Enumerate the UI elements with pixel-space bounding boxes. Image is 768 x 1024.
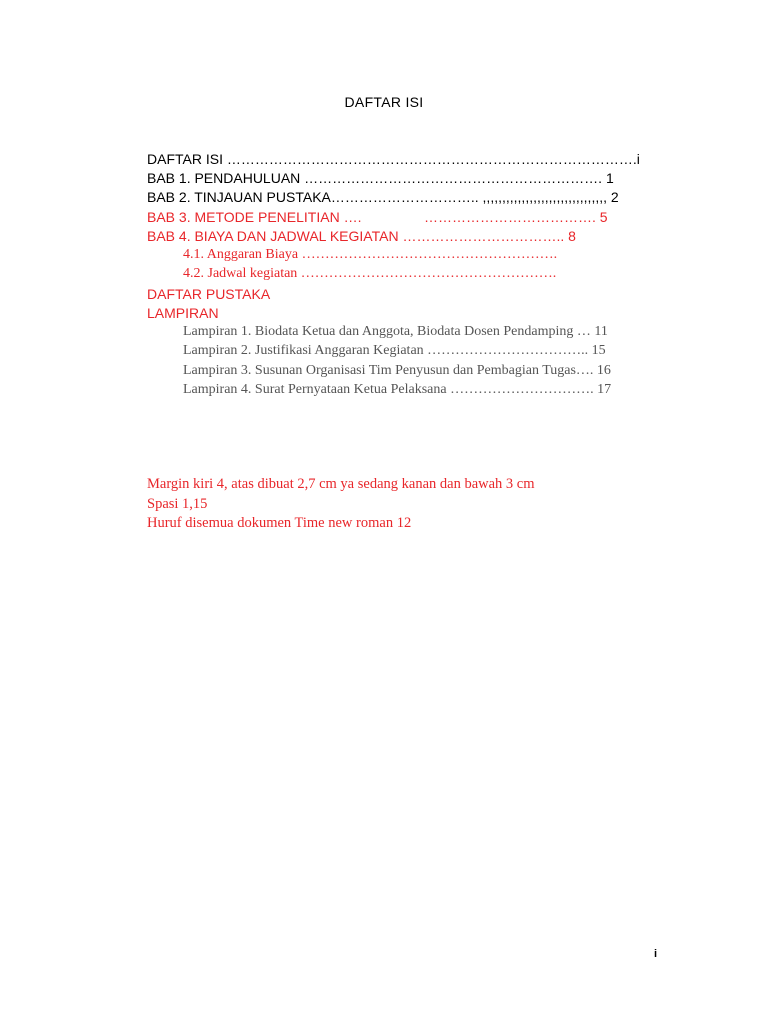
- toc-entry-sub42: 4.2. Jadwal kegiatan ……………………………………………….: [183, 266, 557, 281]
- toc-entry-bab2: BAB 2. TINJAUAN PUSTAKA………………………….. ,,,,,,,,,,,,,,,,,,,,,,,,,,,,,,,, 2: [147, 189, 619, 205]
- toc-entry-lampiran: LAMPIRAN: [147, 305, 219, 321]
- toc-entry-bab3-dots: ………………………………. 5: [424, 209, 608, 225]
- toc-entry-bab4: BAB 4. BIAYA DAN JADWAL KEGIATAN …………………………….. 8: [147, 228, 576, 244]
- toc-entry-lampiran-2: Lampiran 2. Justifikasi Anggaran Kegiatan …………………………….. 15: [183, 343, 606, 358]
- toc-entry-lampiran-3: Lampiran 3. Susunan Organisasi Tim Penyusun dan Pembagian Tugas…. 16: [183, 363, 611, 378]
- toc-entry-lampiran-4: Lampiran 4. Surat Pernyataan Ketua Pelaksana …………………………. 17: [183, 382, 612, 397]
- toc-entry-daftar-isi: DAFTAR ISI …………………………………………………………………………….i: [147, 151, 640, 167]
- toc-entry-lampiran-1: Lampiran 1. Biodata Ketua dan Anggota, Biodata Dosen Pendamping … 11: [183, 324, 608, 339]
- note-spasi: Spasi 1,15: [147, 496, 208, 512]
- toc-entry-sub41: 4.1. Anggaran Biaya ……………………………………………….: [183, 247, 558, 262]
- toc-entry-bab1: BAB 1. PENDAHULUAN ………………………………………………………. 1: [147, 170, 614, 186]
- note-margin: Margin kiri 4, atas dibuat 2,7 cm ya sedang kanan dan bawah 3 cm: [147, 476, 535, 492]
- toc-entry-bab3-label: BAB 3. METODE PENELITIAN ….: [147, 209, 362, 225]
- note-huruf: Huruf disemua dokumen Time new roman 12: [147, 515, 412, 531]
- toc-entry-daftar-pustaka: DAFTAR PUSTAKA: [147, 286, 271, 302]
- page-number: i: [654, 948, 658, 960]
- page-title: DAFTAR ISI: [344, 94, 424, 110]
